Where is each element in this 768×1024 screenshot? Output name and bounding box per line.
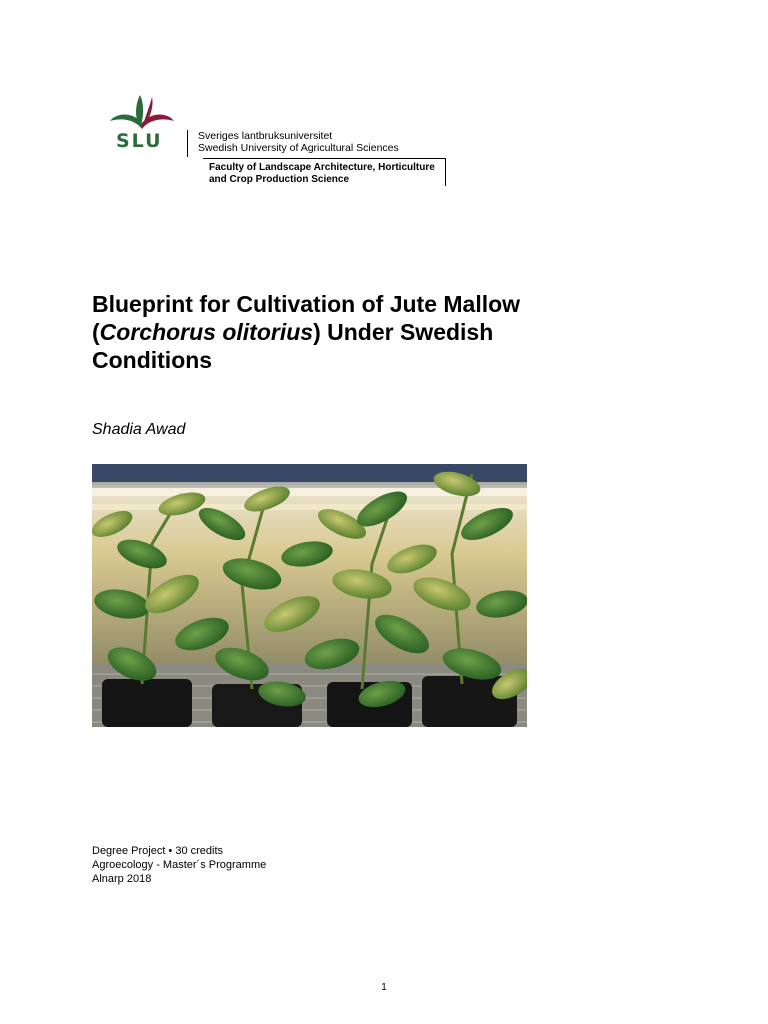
title-line-1: Blueprint for Cultivation of Jute Mallow (92, 291, 521, 317)
author-name: Shadia Awad (92, 421, 186, 438)
degree-line-2: Agroecology - Master´s Programme (92, 859, 267, 871)
title-line-2-rest: ) Under Swedish (313, 319, 494, 345)
faculty-block (203, 158, 446, 186)
plant-photo (92, 464, 527, 727)
university-name-english: Swedish University of Agricultural Sciences (198, 142, 399, 154)
species-name: Corchorus olitorius (99, 319, 314, 345)
title-paren: ( (92, 319, 100, 345)
page-number: 1 (381, 982, 387, 993)
faculty-line-1: Faculty of Landscape Architecture, Horticulture (209, 162, 435, 173)
logo-text: SLU (116, 130, 163, 152)
degree-line-1: Degree Project • 30 credits (92, 845, 224, 857)
title-line-2 (92, 318, 612, 346)
document-title (92, 290, 612, 374)
degree-line-3: Alnarp 2018 (92, 873, 152, 885)
university-name-block (187, 130, 399, 157)
degree-info (92, 844, 266, 886)
plant-photo-icon (92, 464, 527, 727)
title-line-3: Conditions (92, 347, 213, 373)
university-name-swedish: Sveriges lantbruksuniversitet (198, 130, 333, 142)
slu-leaf-icon (106, 93, 178, 133)
faculty-line-2: and Crop Production Science (209, 174, 350, 185)
